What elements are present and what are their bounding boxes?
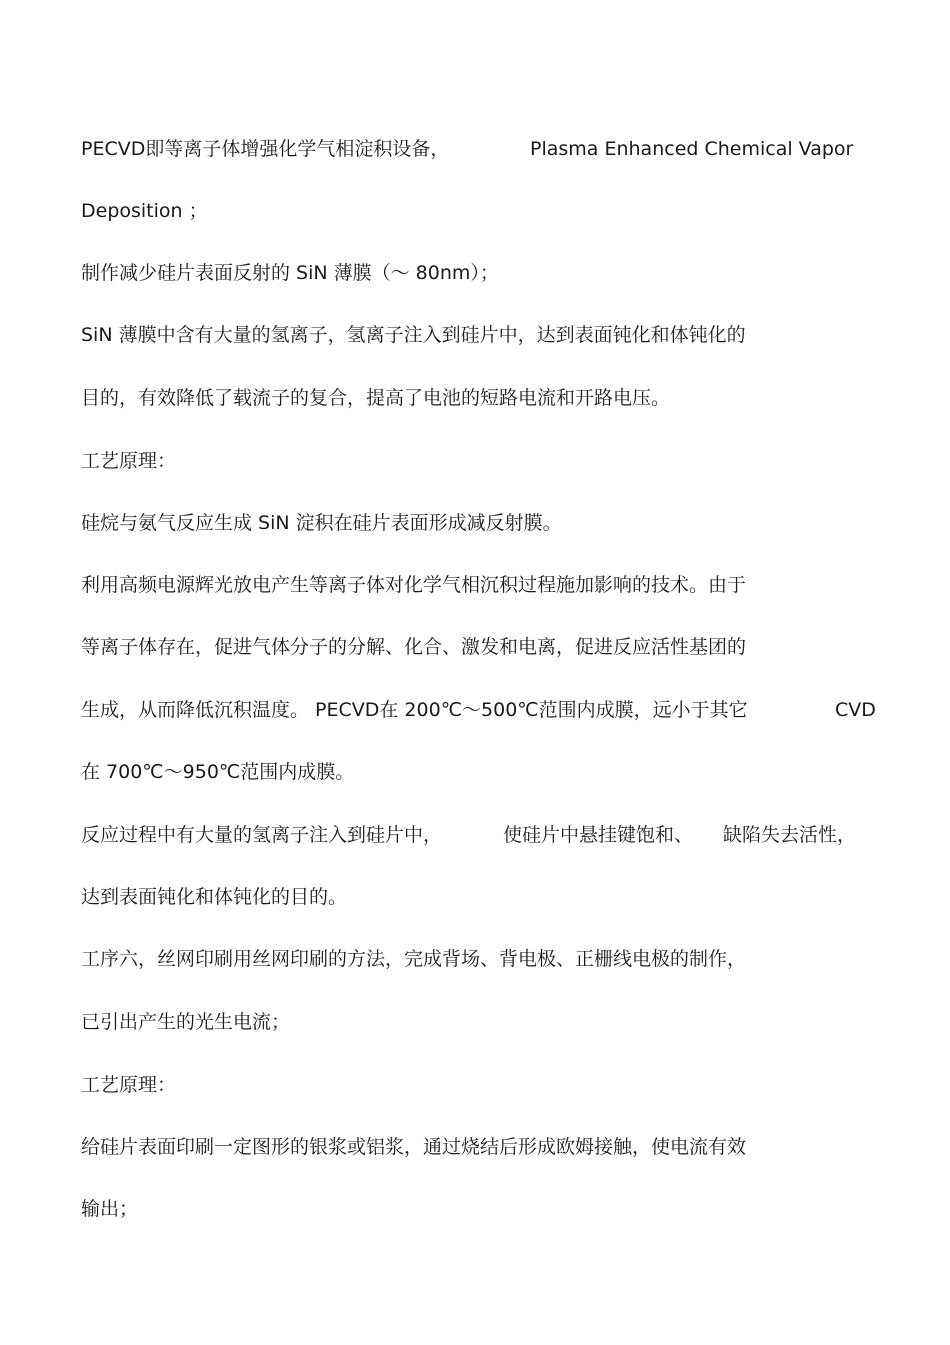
text-line: 使硅片中悬挂键饱和、 (503, 824, 694, 846)
text-line: 已引出产生的光生电流； (81, 1011, 291, 1033)
text-line: 缺陷失去活性， (723, 824, 857, 846)
text-line: 利用高频电源辉光放电产生等离子体对化学气相沉积过程施加影响的技术。由于 (81, 574, 747, 596)
pecvd-english-name: Plasma Enhanced Chemical Vapor (530, 138, 854, 160)
pecvd-definition-text: PECVD即等离子体增强化学气相淀积设备， (81, 138, 450, 160)
text-line: 输出； (81, 1198, 139, 1220)
text-line: SiN 薄膜中含有大量的氢离子，氢离子注入到硅片中，达到表面钝化和体钝化的 (81, 324, 746, 346)
text-line-cvd: CVD (835, 699, 876, 721)
text-line: 等离子体存在，促进气体分子的分解、化合、激发和电离，促进反应活性基团的 (81, 636, 747, 658)
text-line: 目的，有效降低了载流子的复合，提高了电池的短路电流和开路电压。 (81, 387, 671, 409)
section-heading: 工艺原理： (81, 450, 177, 472)
text-line: 硅烷与氨气反应生成 SiN 淀积在硅片表面形成减反射膜。 (81, 512, 562, 534)
text-line: Deposition ； (81, 200, 208, 222)
section-heading: 工艺原理： (81, 1074, 177, 1096)
text-line: 给硅片表面印刷一定图形的银浆或铝浆，通过烧结后形成欧姆接触，使电流有效 (81, 1136, 747, 1158)
text-line: 制作减少硅片表面反射的 SiN 薄膜（～ 80nm）； (81, 262, 499, 284)
text-line: 达到表面钝化和体钝化的目的。 (81, 886, 348, 908)
text-line: 工序六，丝网印刷用丝网印刷的方法，完成背场、背电极、正栅线电极的制作， (81, 948, 747, 970)
text-line: 生成，从而降低沉积温度。 PECVD在 200℃～500℃范围内成膜，远小于其它 (81, 699, 748, 721)
text-line: 反应过程中有大量的氢离子注入到硅片中， (81, 824, 443, 846)
text-line: 在 700℃～950℃范围内成膜。 (81, 761, 355, 783)
